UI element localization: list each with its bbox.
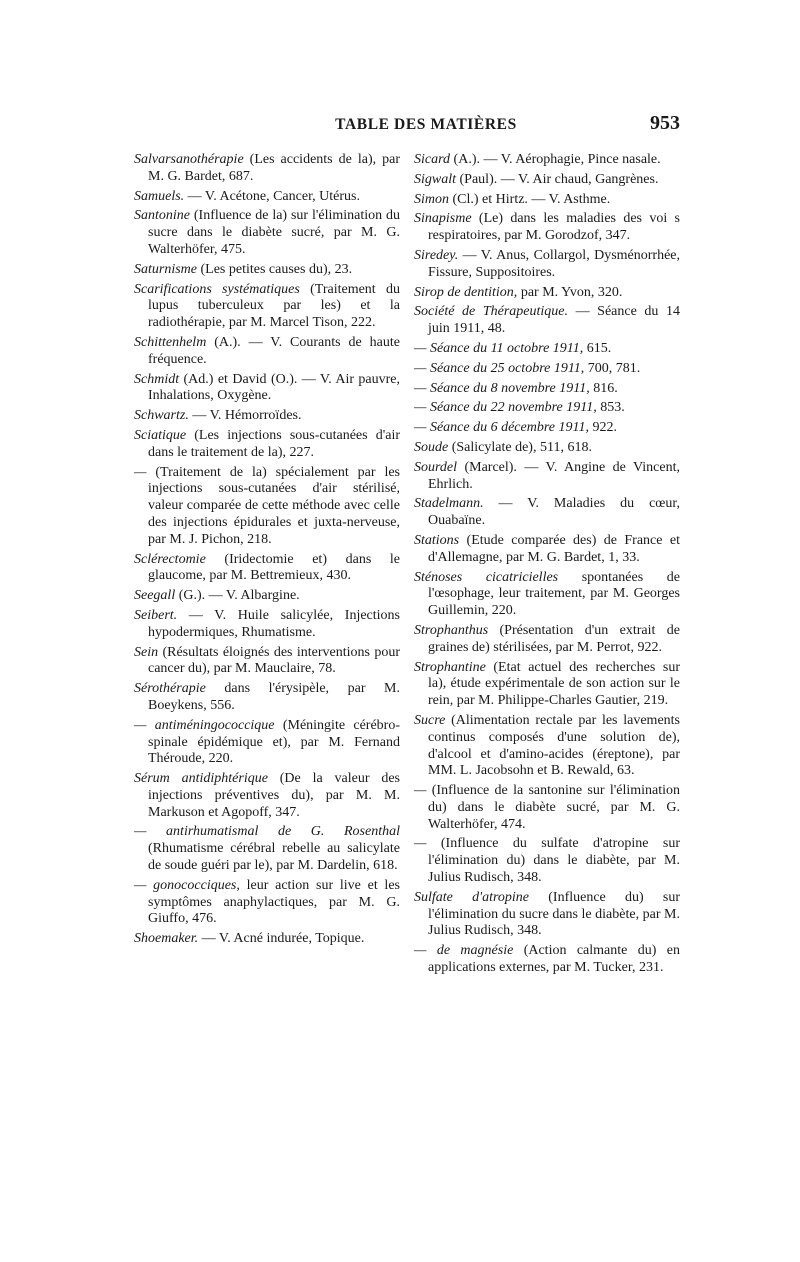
index-entry-heading: Strophantine: [414, 659, 486, 675]
index-entry-heading: Sinapisme: [414, 211, 472, 227]
index-entry: [414, 623, 680, 657]
index-entry-text: (Rhumatisme cérébral rebelle au salicylate de soude guéri par le), par M. Dardelin, 618.: [148, 841, 400, 874]
index-entry-text: — V. Acétone, Cancer, Utérus.: [184, 188, 360, 204]
index-entry-text: (De la valeur des injections préventives du), par M. M. Markuson et Agopoff, 347.: [148, 771, 400, 820]
index-entry-text: — V. Hémorroïdes.: [188, 408, 302, 424]
index-entry-text: (Action calmante du) en applications externes, par M. Tucker, 231.: [428, 943, 680, 976]
index-entry-heading: Sérothérapie: [134, 681, 206, 697]
index-entry: [414, 304, 680, 338]
index-entry: [134, 931, 400, 948]
index-entry-text: (Influence de la) sur l'élimination du sucre dans le diabète sucré, par M. G. Walterhöfer, 475.: [148, 208, 400, 257]
index-entry-heading: Schittenhelm: [134, 334, 207, 350]
index-entry: [134, 608, 400, 642]
index-entry-text: 700, 781.: [584, 360, 641, 376]
index-entry-heading: — Séance du 6 décembre 1911,: [414, 420, 589, 436]
index-entry-text: (Les accidents de la), par M. G. Bardet, 687.: [148, 152, 400, 184]
index-entry-heading: Stations: [414, 532, 460, 548]
index-entry: [414, 783, 680, 833]
running-title: TABLE DES MATIÈRES: [335, 116, 517, 133]
index-entry-text: (Iridectomie et) dans le glaucome, par M. Bettremieux, 430.: [148, 551, 400, 584]
index-entry-text: (Les injections sous-cutanées d'air dans le traitement de la), 227.: [148, 427, 400, 460]
index-entry-text: (Etude comparée des) de France et d'Allemagne, par M. G. Bardet, 1, 33.: [428, 532, 680, 565]
index-entry: [414, 172, 680, 189]
index-entry-text: (Le) dans les maladies des voi s respiratoires, par M. Gorodzof, 347.: [428, 211, 680, 244]
index-entry-heading: Schwartz.: [134, 408, 189, 424]
index-entry: [414, 890, 680, 940]
index-entry-text: (A.). — V. Aérophagie, Pince nasale.: [450, 152, 661, 167]
index-entry-text: — V. Acné indurée, Topique.: [198, 931, 365, 947]
index-entry: [414, 211, 680, 245]
index-entry-heading: — Séance du 25 octobre 1911,: [414, 360, 585, 376]
index-entry: [134, 189, 400, 206]
index-entry-heading: Santonine: [134, 208, 190, 224]
index-entry: [414, 440, 680, 457]
index-entry: [414, 248, 680, 282]
index-entry-heading: Samuels.: [134, 188, 185, 204]
page-number: 953: [650, 112, 680, 134]
index-entry-heading: Soude: [414, 439, 449, 455]
index-column-right: [414, 152, 680, 980]
index-entry-heading: Shoemaker.: [134, 931, 199, 947]
index-entry-heading: — Séance du 22 novembre 1911,: [414, 400, 597, 416]
index-entry: [414, 381, 680, 398]
index-entry: [414, 713, 680, 780]
index-entry-text: (Salicylate de), 511, 618.: [448, 439, 592, 455]
index-entry: [414, 533, 680, 567]
index-entry-heading: Société de Thérapeutique.: [414, 304, 568, 320]
index-entry: [414, 361, 680, 378]
index-entry: [134, 645, 400, 679]
index-entry: [414, 400, 680, 417]
index-entry: [134, 262, 400, 279]
index-entry-heading: Seibert.: [134, 607, 178, 623]
index-entry-text: dans l'érysipèle, par M. Boeykens, 556.: [148, 681, 400, 713]
index-entry: [134, 282, 400, 332]
index-entry: [134, 372, 400, 406]
index-entry: [414, 285, 680, 302]
index-entry-text: (Présentation d'un extrait de graines de) stérilisées, par M. Perrot, 922.: [428, 622, 680, 655]
index-entry-heading: Seegall: [134, 588, 176, 604]
index-entry: [134, 718, 400, 768]
index-entry: [134, 408, 400, 425]
index-entry-text: (Etat actuel des recherches sur la), étude expérimentale de son action sur le rein, par M. Philippe-Charles Gautier, 219.: [428, 659, 680, 709]
index-entry-text: leur action sur live et les symptômes anaphylactiques, par M. G. Giuffo, 476.: [148, 877, 400, 927]
index-entry-text: (Marcel). — V. Angine de Vincent, Ehrlich.: [428, 459, 680, 492]
index-entry-text: 853.: [596, 400, 625, 416]
index-entry-text: — V. Anus, Collargol, Dysménorrhée, Fissure, Suppositoires.: [428, 247, 680, 280]
index-entry-heading: Stadelmann.: [414, 496, 484, 512]
index-entry: [134, 681, 400, 715]
index-entry-heading: Sténoses cicatricielles: [414, 569, 559, 585]
index-entry: [134, 335, 400, 369]
index-entry-heading: —: [414, 836, 427, 852]
index-entry: [134, 771, 400, 821]
index-entry-heading: Sicard: [414, 152, 451, 167]
running-header: [132, 112, 680, 142]
index-entry-text: (G.). — V. Albargine.: [175, 588, 300, 604]
index-entry-text: spontanées de l'œsophage, leur traitement, par M. Georges Guillemin, 220.: [428, 569, 680, 619]
index-entry-text: (Traitement de la) spécialement par les injections sous-cutanées d'air stérilisé, valeur comparée de cette méthode avec celle des injections épidurales et juxta-nerveuse, par M. J. Pichon, 218.: [146, 464, 400, 547]
index-entry-text: (Influence du sulfate d'atropine sur l'élimination du) dans le diabète, par M. Julius Rudisch, 348.: [426, 836, 680, 886]
index-entry-heading: Scarifications systématiques: [134, 281, 300, 297]
index-entry: [414, 943, 680, 977]
index-entry-text: 615.: [583, 340, 612, 356]
index-entry: [134, 824, 400, 874]
index-entry: [134, 878, 400, 928]
index-entry-heading: Sérum antidiphtérique: [134, 771, 268, 787]
index-entry-heading: — antiméningococcique: [134, 717, 275, 733]
index-entry-heading: — Séance du 11 octobre 1911,: [414, 340, 584, 356]
index-entry-text: — V. Maladies du cœur, Ouabaïne.: [428, 496, 680, 529]
index-entry-text: — V. Huile salicylée, Injections hypodermiques, Rhumatisme.: [148, 607, 400, 640]
index-entry-heading: Sein: [134, 644, 159, 660]
index-entry-text: 816.: [589, 380, 618, 396]
index-entry-text: (Influence du) sur l'élimination du sucre dans le diabète, par M. Julius Rudisch, 348.: [428, 889, 680, 939]
index-entry-heading: Sigwalt: [414, 171, 457, 187]
index-entry-heading: Sirop de dentition,: [414, 284, 518, 300]
index-entry-heading: —: [134, 464, 147, 480]
index-entry-heading: — de magnésie: [414, 943, 514, 959]
index-entry: [134, 465, 400, 549]
index-entry-text: (Traitement du lupus tuberculeux par les) et la radiothérapie, par M. Marcel Tison, 222.: [148, 281, 400, 331]
index-entry: [414, 192, 680, 209]
index-entry-heading: Sucre: [414, 712, 446, 728]
index-entry: [134, 208, 400, 258]
index-entry: [414, 152, 680, 169]
index-entry: [414, 836, 680, 886]
index-entry: [414, 420, 680, 437]
index-entry-text: 922.: [588, 420, 617, 436]
index-entry: [134, 588, 400, 605]
index-entry: [414, 496, 680, 530]
index-entry-heading: Saturnisme: [134, 261, 197, 277]
index-entry-text: (Paul). — V. Air chaud, Gangrènes.: [456, 171, 659, 187]
index-entry-heading: Salvarsanothérapie: [134, 152, 244, 167]
index-entry: [134, 428, 400, 462]
index-entry-text: (Alimentation rectale par les lavements continus composés d'une solution de), d'alcool et d'amino-acides (éreptone), par MM. L. Jacobsohn et B. Rewald, 63.: [428, 712, 680, 779]
index-entry-heading: Sourdel: [414, 459, 458, 475]
index-entry-heading: Siredey.: [414, 247, 459, 263]
index-entry-heading: Strophanthus: [414, 622, 489, 638]
index-entry: [414, 341, 680, 358]
index-entry-heading: — antirhumatismal de G. Rosenthal: [134, 824, 400, 840]
index-entry-text: par M. Yvon, 320.: [517, 284, 623, 300]
index-entry-text: (Méningite cérébro-spinale épidémique et), par M. Fernand Théroude, 220.: [148, 717, 400, 767]
index-entry: [414, 460, 680, 494]
index-entry-text: (Cl.) et Hirtz. — V. Asthme.: [449, 191, 611, 207]
index-entry-text: — Séance du 14 juin 1911, 48.: [428, 304, 680, 337]
index-entry: [134, 552, 400, 586]
index-entry: [134, 152, 400, 186]
index-entry-text: (A.). — V. Courants de haute fréquence.: [148, 334, 400, 367]
index-entry-heading: Sulfate d'atropine: [414, 889, 530, 905]
index-entry-heading: —: [414, 783, 427, 799]
index-entry-heading: Sclérectomie: [134, 551, 206, 567]
index-entry-heading: — gonococciques,: [134, 877, 240, 893]
index-column-left: [134, 152, 400, 951]
index-entry-heading: Sciatique: [134, 427, 187, 443]
index-entry: [414, 660, 680, 710]
index-entry-text: (Les petites causes du), 23.: [197, 261, 353, 277]
index-entry-text: (Ad.) et David (O.). — V. Air pauvre, Inhalations, Oxygène.: [148, 371, 400, 404]
index-entry-text: (Résultats éloignés des interventions pour cancer du), par M. Mauclaire, 78.: [148, 644, 400, 677]
index-entry-heading: — Séance du 8 novembre 1911,: [414, 380, 590, 396]
index-entry-text: (Influence de la santonine sur l'élimination du) dans le diabète sucré, par M. G. Walterhöfer, 474.: [426, 783, 680, 832]
index-entry-heading: Simon: [414, 191, 449, 207]
index-entry-heading: Schmidt: [134, 371, 180, 387]
index-entry: [414, 570, 680, 620]
